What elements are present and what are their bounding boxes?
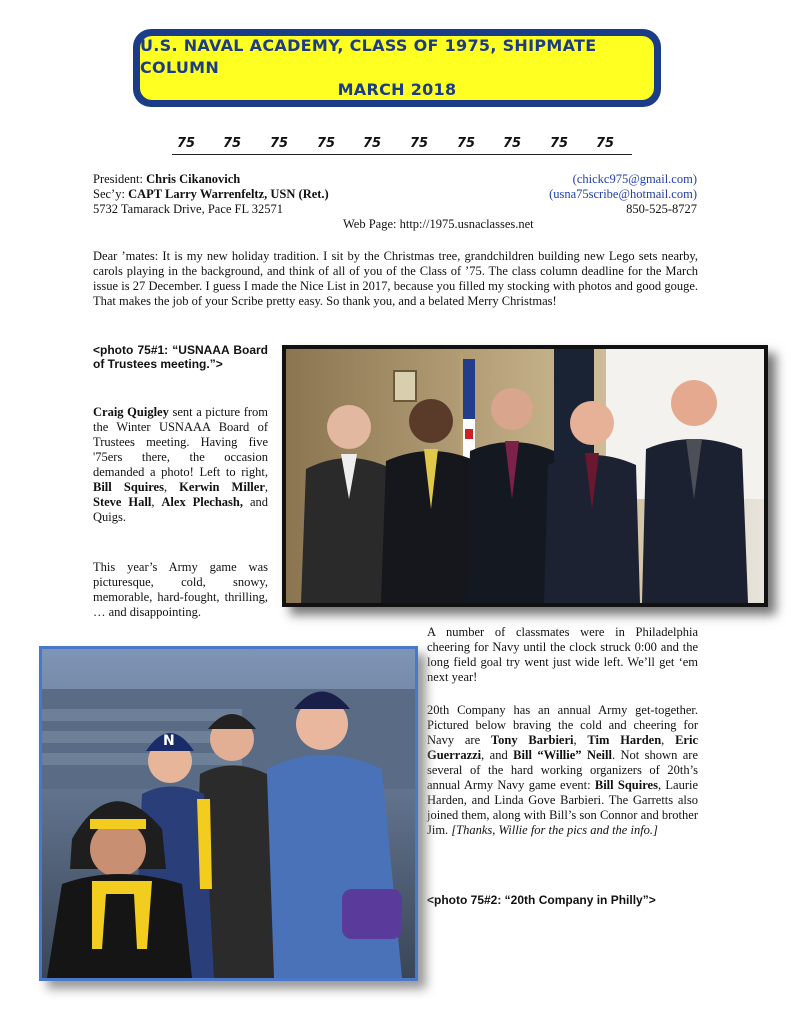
photo2-caption-tag: <photo 75#2: “20th Company in Philly”> (427, 893, 656, 907)
photo-20th-company-in-philly (39, 646, 418, 981)
divider-mark: 75 (410, 136, 429, 151)
divider-mark: 75 (363, 136, 382, 151)
svg-text:N: N (163, 733, 175, 749)
company-paragraph: 20th Company has an annual Army get-together. Pictured below braving the cold and cheering for Navy are Tony Barbieri, Tim Harden, Eric Guerrazzi, and Bill “Willie” Neill. Not shown are several of the hard working organizers of 20th’s annual Army Navy game event: Bill Squires, Laurie Harden, and Linda Gove Barbieri. The Garretts also joined them, along with Bill’s son Connor and brother Jim. [Thanks, Willie for the pics and the info.] (427, 703, 699, 837)
divider-mark: 75 (317, 136, 336, 151)
divider-mark: 75 (550, 136, 569, 151)
philadelphia-paragraph: A number of classmates were in Philadelphia cheering for Navy until the clock struck 0:00 and the long field goal try went just wide left. We’ll get ‘em next year! (427, 625, 698, 684)
class-divider (172, 136, 632, 155)
web-page-link[interactable]: Web Page: http://1975.usnaclasses.net (343, 217, 534, 231)
divider-mark: 75 (270, 136, 289, 151)
mailing-address: 5732 Tamarack Drive, Pace FL 32571 (93, 202, 284, 216)
philly-photo-art (42, 649, 415, 978)
masthead-inner (140, 36, 654, 100)
secretary-line: Sec’y: CAPT Larry Warrenfeltz, USN (Ret.) (93, 187, 329, 201)
masthead-title: U.S. NAVAL ACADEMY, CLASS OF 1975, SHIPMATE COLUMN (140, 36, 597, 77)
president-name: Chris Cikanovich (146, 172, 241, 186)
trustees-photo-art (286, 349, 764, 603)
president-email[interactable]: (chickc975@gmail.com) (572, 172, 697, 186)
army-game-paragraph: This year’s Army game was picturesque, cold, snowy, memorable, hard-fought, thrilling, … and disappointing. (93, 560, 268, 619)
masthead-date: MARCH 2018 (337, 80, 457, 99)
divider-mark: 75 (503, 136, 522, 151)
phone-number: 850-525-8727 (626, 202, 697, 216)
divider-mark: 75 (223, 136, 242, 151)
divider-mark: 75 (596, 136, 615, 151)
divider-mark: 75 (457, 136, 476, 151)
quigley-paragraph: Craig Quigley sent a picture from the Winter USNAAA Board of Trustees meeting. Having five '75ers there, the occasion demanded a photo! Left to right, Bill Squires, Kerwin Miller, Steve Hall, Alex Plechash, and Quigs. (93, 405, 269, 524)
masthead-banner (133, 29, 661, 107)
secretary-email[interactable]: (usna75scribe@hotmail.com) (549, 187, 697, 201)
photo-board-of-trustees (282, 345, 768, 607)
secretary-name: CAPT Larry Warrenfeltz, USN (Ret.) (128, 187, 329, 201)
intro-paragraph: Dear ’mates: It is my new holiday tradition. I sit by the Christmas tree, grandchildren building new Lego sets nearby, carols playing in the background, and think of all of you of the Class of ’75. The class column deadline for the March issue is 27 December. I guess I made the Nice List in 2017, because you filled my stocking with photos and good gouge. That makes the job of your Scribe pretty easy. So thank you, and a belated Merry Christmas! (93, 249, 698, 308)
photo1-caption-tag: <photo 75#1: “USNAAA Board of Trustees meeting.”> (93, 343, 268, 371)
president-line: President: Chris Cikanovich (93, 172, 241, 186)
divider-mark: 75 (177, 136, 196, 151)
